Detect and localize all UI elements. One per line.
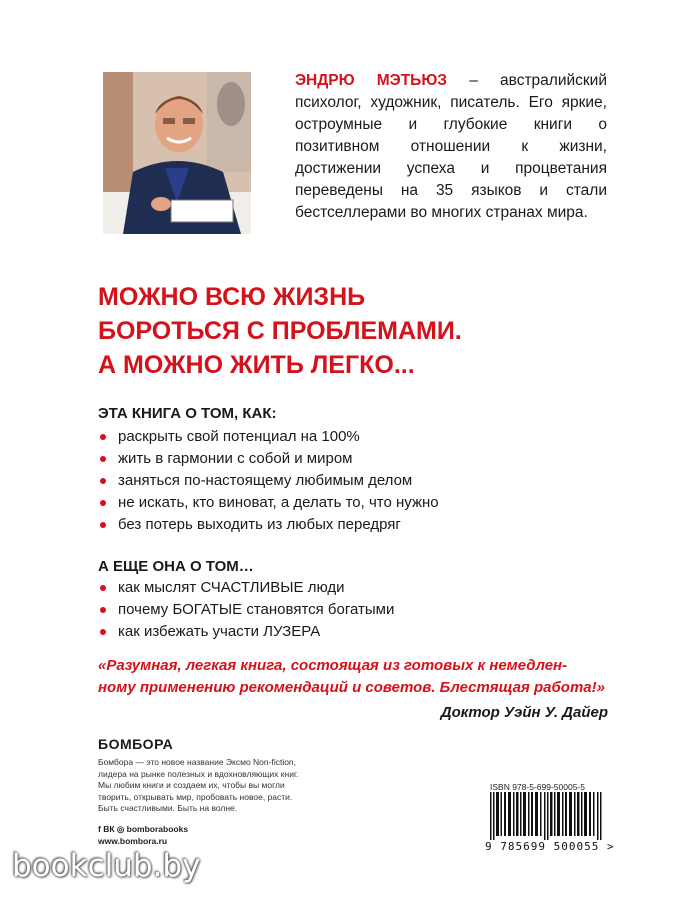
headline-line: А МОЖНО ЖИТЬ ЛЕГКО... [98, 351, 415, 379]
publisher-description-line: Бомбора — это новое название Эксмо Non-fiction, [98, 757, 297, 767]
bullet-dot-icon [100, 629, 106, 635]
list-item [98, 448, 598, 470]
list-item-text: как мыслят СЧАСТЛИВЫЕ люди [118, 579, 345, 596]
quote-line: ному применению рекомендаций и советов. Блестящая работа!» [98, 679, 605, 696]
author-bio-text: – австралийский психолог, художник, писатель. Его яркие, остроумные и глубокие книги о позитивном отношении к жизни, достижении успеха и процветания переведены на 35 языков и стали бестселлерами во многих странах мира. [295, 72, 607, 221]
bullet-dot-icon [100, 434, 106, 440]
bullet-dot-icon [100, 500, 106, 506]
quote-author: Доктор Уэйн У. Дайер [440, 704, 608, 721]
list-item-text: заняться по-настоящему любимым делом [118, 472, 413, 489]
social-links[interactable]: f ВК ◎ bomborabooks [98, 824, 189, 834]
barcode-icon [490, 792, 602, 840]
bullet-dot-icon [100, 607, 106, 613]
section-title-also: А ЕЩЕ ОНА О ТОМ… [98, 558, 254, 575]
bullet-list-also [98, 577, 598, 643]
publisher-description-line: лидера на рынке полезных и вдохновляющих книг. [98, 768, 299, 779]
headline-line: БОРОТЬСЯ С ПРОБЛЕМАМИ. [98, 317, 462, 345]
author-bio [295, 70, 607, 224]
list-item-text: почему БОГАТЫЕ становятся богатыми [118, 601, 395, 618]
bullet-dot-icon [100, 478, 106, 484]
publisher-description [98, 757, 398, 815]
author-name: ЭНДРЮ МЭТЬЮЗ [295, 72, 448, 89]
list-item-text: жить в гармонии с собой и миром [118, 450, 353, 467]
list-item [98, 470, 598, 492]
publisher-description-line: Мы любим книги и создаем их, чтобы вы могли [98, 780, 285, 790]
bullet-dot-icon [100, 456, 106, 462]
list-item [98, 426, 598, 448]
bullet-dot-icon [100, 522, 106, 528]
publisher-website-link[interactable]: www.bombora.ru [98, 836, 168, 846]
publisher-description-line: творить, открывать мир, пробовать новое, расти. [98, 791, 293, 802]
bullet-dot-icon [100, 585, 106, 591]
review-quote [98, 655, 618, 699]
list-item [98, 599, 598, 621]
publisher-logo: БОМБОРА [98, 736, 174, 752]
barcode-digits: 9 785699 500055 > [485, 840, 615, 853]
list-item-text: как избежать участи ЛУЗЕРА [118, 623, 321, 640]
headline-line: МОЖНО ВСЮ ЖИЗНЬ [98, 283, 366, 311]
isbn-label: ISBN 978-5-699-50005-5 [490, 782, 585, 792]
list-item-text: раскрыть свой потенциал на 100% [118, 428, 360, 445]
list-item-text: без потерь выходить из любых передряг [118, 516, 401, 533]
author-photo [103, 72, 251, 234]
publisher-description-line: Быть счастливыми. Быть на волне. [98, 803, 238, 813]
list-item [98, 577, 598, 599]
bullet-list-how [98, 426, 598, 536]
quote-line: «Разумная, легкая книга, состоящая из готовых к немедлен- [98, 657, 568, 674]
headline [98, 280, 658, 382]
list-item [98, 492, 598, 514]
list-item-text: не искать, кто виноват, а делать то, что нужно [118, 494, 439, 511]
section-title-how: ЭТА КНИГА О ТОМ, КАК: [98, 405, 277, 422]
list-item [98, 514, 598, 536]
watermark: bookclub.by [12, 848, 201, 884]
list-item [98, 621, 598, 643]
